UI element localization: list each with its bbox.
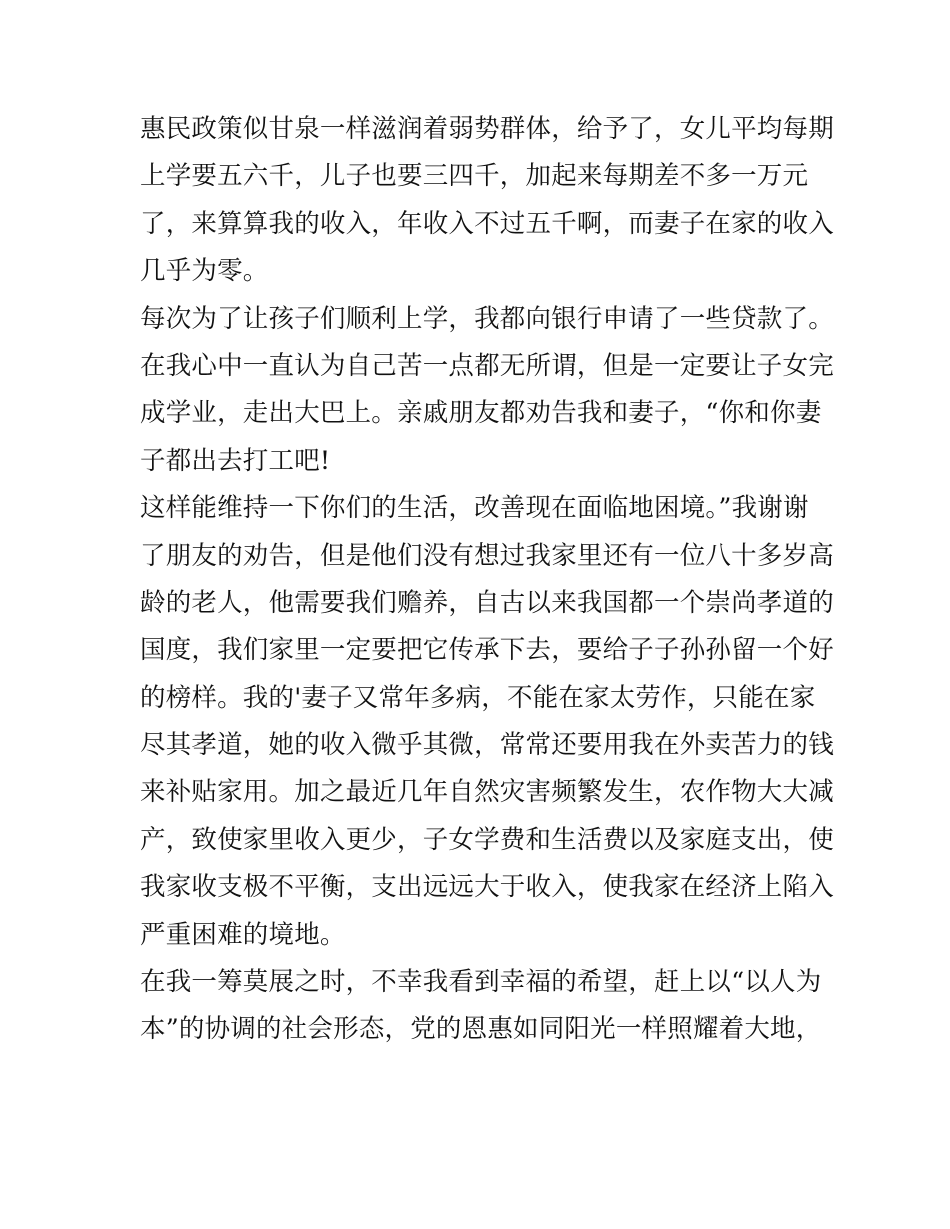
text-line: 子都出去打工吧! — [140, 445, 331, 476]
text-line: 了朋友的劝告，但是他们没有想过我家里还有一位八十多岁高 — [140, 540, 834, 571]
text-line: 在我心中一直认为自己苦一点都无所谓，但是一定要让子女完 — [140, 350, 834, 381]
text-line: 上学要五六千，儿子也要三四千，加起来每期差不多一万元 — [140, 161, 809, 192]
text-line: 我家收支极不平衡，支出远远大于收入，使我家在经济上陷入 — [140, 872, 834, 903]
text-line: 在我一筹莫展之时，不幸我看到幸福的希望，赶上以“以人为 — [140, 967, 822, 998]
text-line: 惠民政策似甘泉一样滋润着弱势群体，给予了，女儿平均每期 — [140, 114, 834, 144]
body-text — [140, 106, 834, 1054]
text-line: 产，致使家里收入更少，子女学费和生活费以及家庭支出，使 — [140, 824, 834, 855]
text-line: 成学业，走出大巴上。亲戚朋友都劝告我和妻子，“你和你妻 — [140, 398, 822, 429]
text-line: 严重困难的境地。 — [140, 919, 346, 950]
text-line: 国度，我们家里一定要把它传承下去，要给子子孙孙留一个好 — [140, 635, 834, 666]
text-line: 来补贴家用。加之最近几年自然灾害频繁发生，农作物大大减 — [140, 777, 834, 808]
text-line: 这样能维持一下你们的生活，改善现在面临地困境。”我谢谢 — [140, 493, 809, 524]
text-line: 每次为了让孩子们顺利上学，我都向银行申请了一些贷款了。 — [140, 303, 834, 334]
text-line: 龄的老人，他需要我们赡养，自古以来我国都一个崇尚孝道的 — [140, 587, 834, 618]
text-line: 本”的协调的社会形态，党的恩惠如同阳光一样照耀着大地， — [140, 1014, 822, 1045]
text-line: 的榜样。我的'妻子又常年多病，不能在家太劳作，只能在家 — [140, 682, 816, 713]
text-line: 几乎为零。 — [140, 256, 269, 287]
text-line: 了，来算算我的收入，年收入不过五千啊，而妻子在家的收入 — [140, 208, 834, 239]
text-line: 尽其孝道，她的收入微乎其微，常常还要用我在外卖苦力的钱 — [140, 730, 834, 761]
